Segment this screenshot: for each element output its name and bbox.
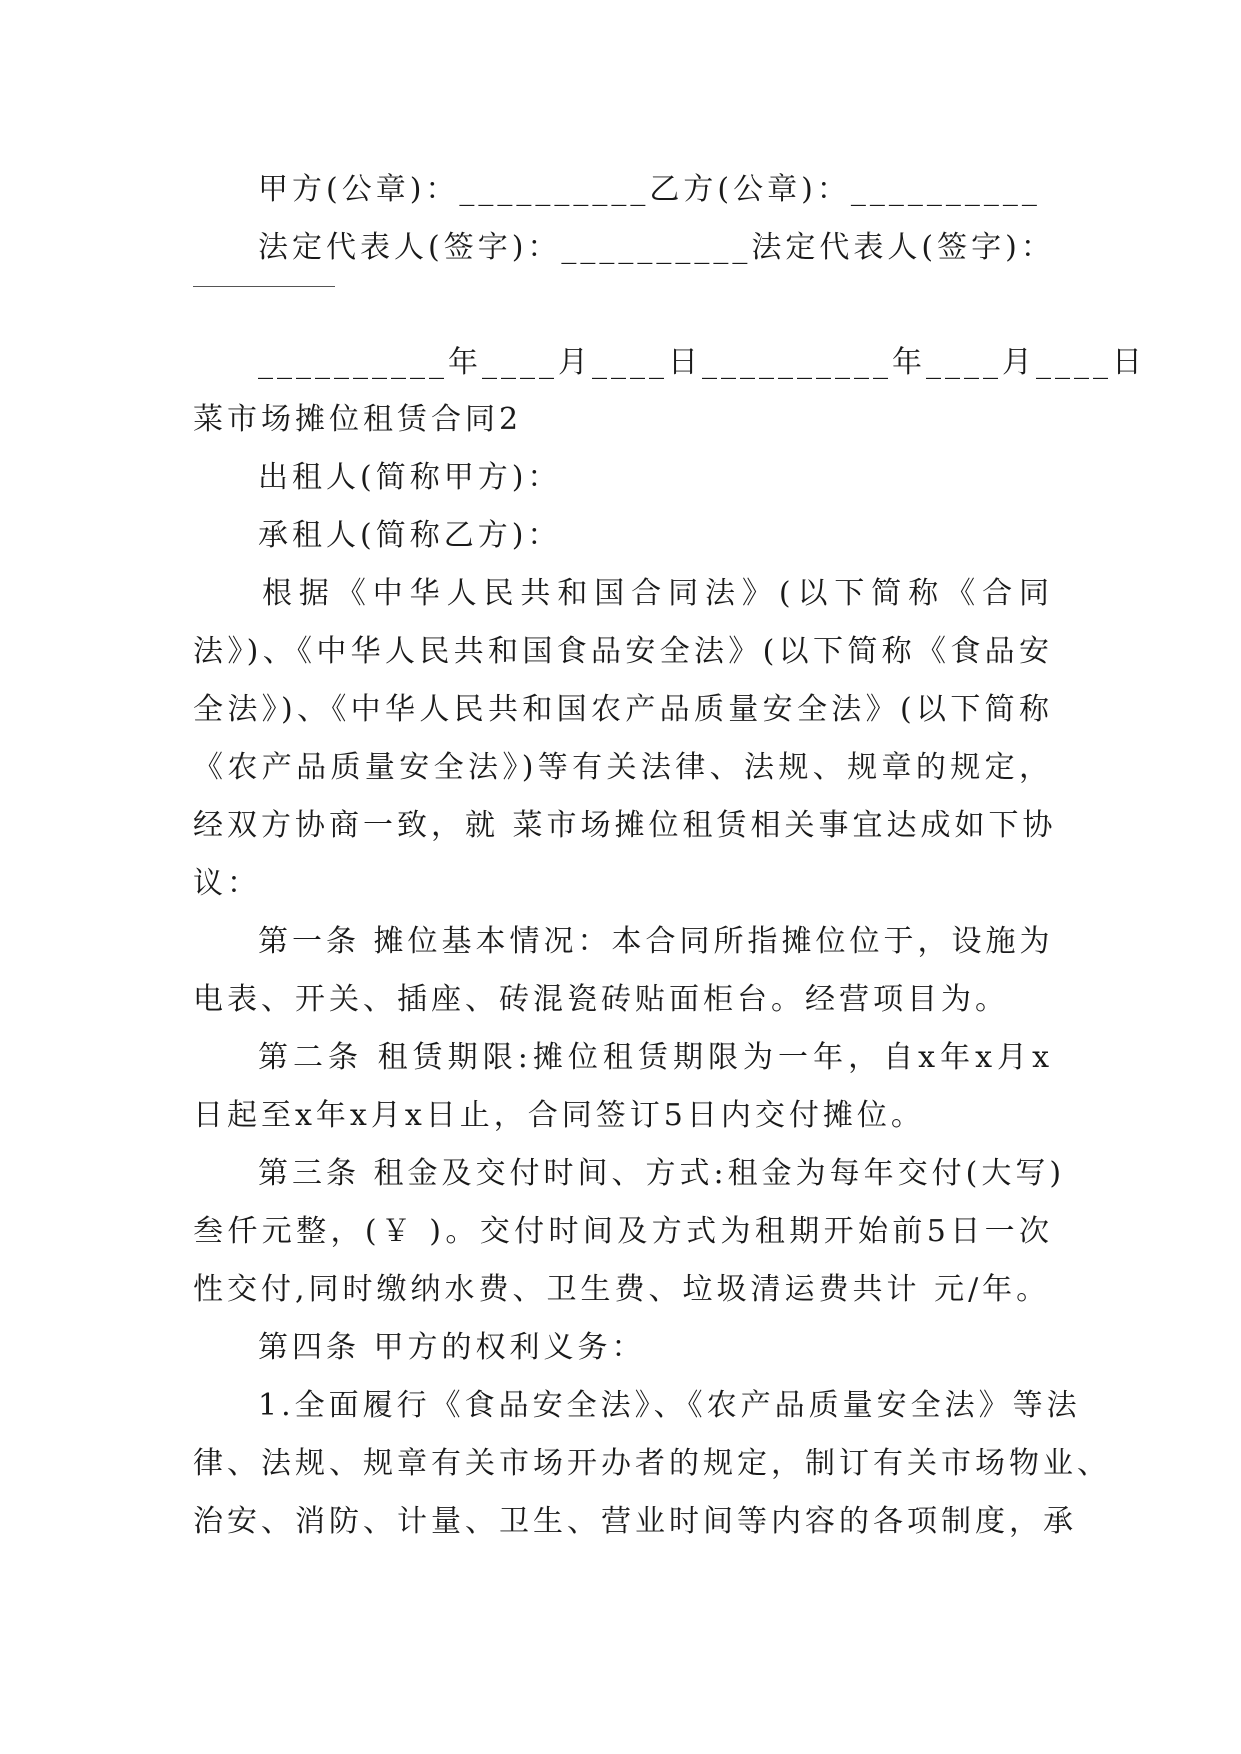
article-4-title: 第四条 甲方的权利义务：	[258, 1330, 646, 1365]
article-4-item-line: 1.全面履行《食品安全法》、《农产品质量安全法》等法	[258, 1388, 1081, 1423]
signature-underline	[193, 286, 335, 287]
article-1-line: 第一条 摊位基本情况：本合同所指摊位位于，设施为	[258, 924, 1054, 959]
date-line: __________年____月____日__________年____月____日	[258, 345, 1146, 380]
party-seal-line: 甲方(公章)：__________乙方(公章)：__________	[258, 172, 1041, 207]
preamble-line: 《农产品质量安全法》)等有关法律、法规、规章的规定，	[193, 750, 1053, 785]
article-2-line: 第二条 租赁期限:摊位租赁期限为一年，自x年x月x	[258, 1040, 1053, 1075]
article-3-line: 叁仟元整，(￥ )。交付时间及方式为租期开始前5日一次	[193, 1214, 1053, 1249]
preamble-line: 全法》)、《中华人民共和国农产品质量安全法》(以下简称	[193, 692, 1053, 727]
article-4-item-line: 治安、消防、计量、卫生、营业时间等内容的各项制度，承	[193, 1504, 1077, 1539]
article-1-line: 电表、开关、插座、砖混瓷砖贴面柜台。经营项目为。	[193, 982, 1009, 1017]
article-4-item-line: 律、法规、规章有关市场开办者的规定，制订有关市场物业、	[193, 1446, 1111, 1481]
preamble-line: 法》)、《中华人民共和国食品安全法》(以下简称《食品安	[193, 634, 1053, 669]
preamble-line: 议：	[193, 866, 261, 901]
preamble-line: 根据《中华人民共和国合同法》(以下简称《合同	[262, 576, 1053, 611]
contract-title: 菜市场摊位租赁合同2	[193, 402, 523, 437]
lessee-line: 承租人(简称乙方)：	[258, 518, 562, 553]
preamble-line: 经双方协商一致，就 菜市场摊位租赁相关事宜达成如下协	[193, 808, 1057, 843]
lessor-line: 出租人(简称甲方)：	[258, 460, 562, 495]
legal-rep-line: 法定代表人(签字)：__________法定代表人(签字)：	[258, 230, 1055, 265]
article-3-line: 性交付,同时缴纳水费、卫生费、垃圾清运费共计 元/年。	[193, 1272, 1051, 1307]
article-3-line: 第三条 租金及交付时间、方式:租金为每年交付(大写)	[258, 1156, 1066, 1191]
article-2-line: 日起至x年x月x日止，合同签订5日内交付摊位。	[193, 1098, 925, 1133]
